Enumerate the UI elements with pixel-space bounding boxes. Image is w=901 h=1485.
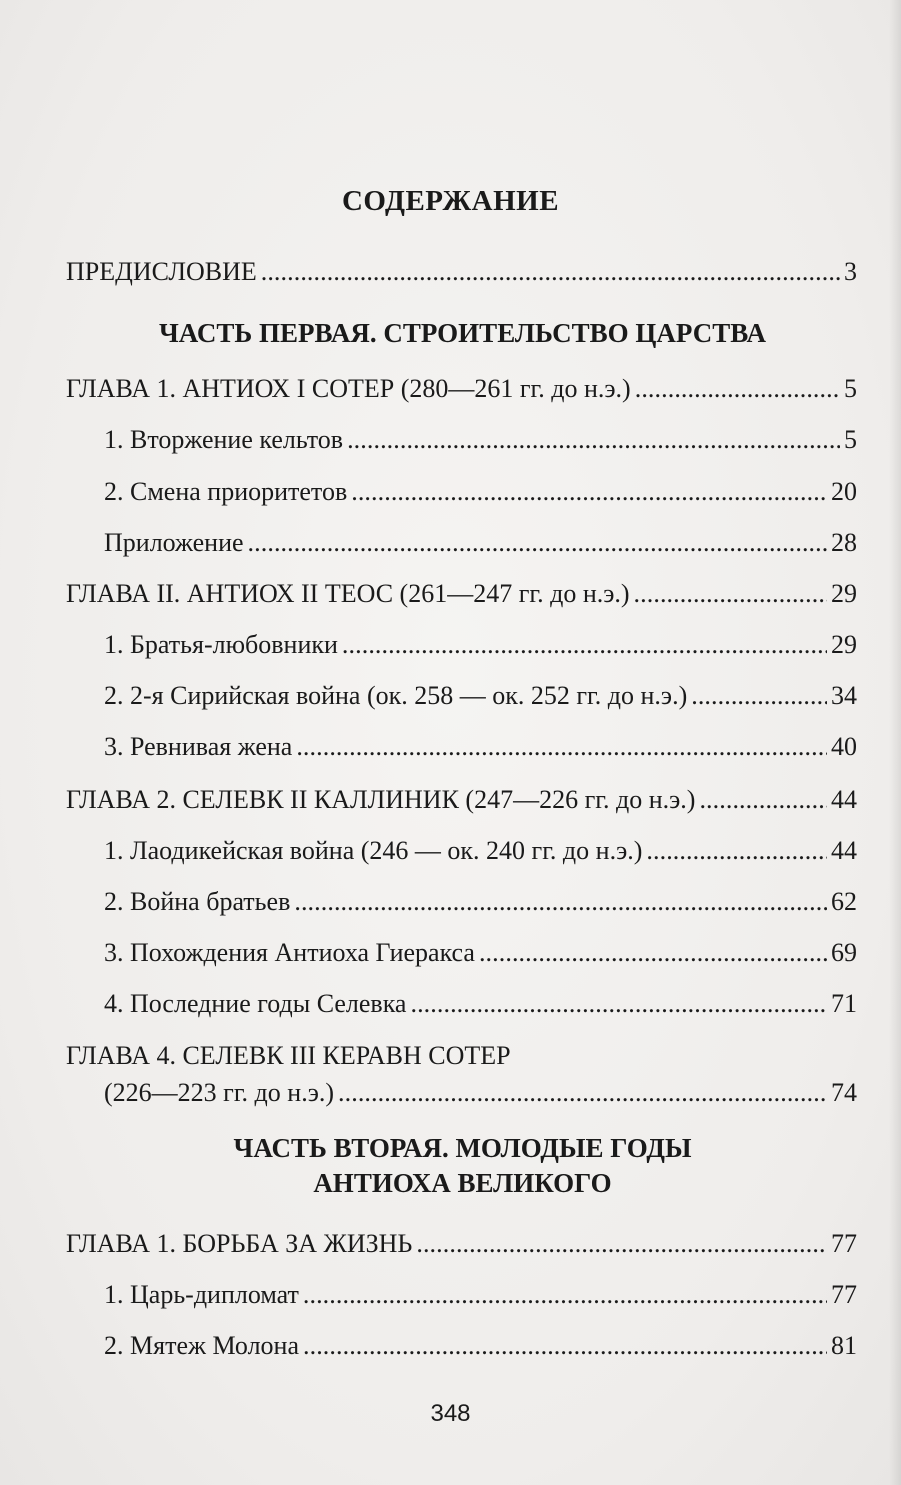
toc-section-entry bbox=[104, 1328, 857, 1364]
toc-entry-page: 5 bbox=[844, 425, 857, 454]
toc-entry-page: 74 bbox=[831, 1078, 857, 1107]
dot-leader bbox=[303, 1328, 827, 1364]
toc-entry-label: ГЛАВА 1. АНТИОХ I СОТЕР (280—261 гг. до н.э.) bbox=[66, 374, 631, 403]
toc-entry-label: 3. Похождения Антиоха Гиеракса bbox=[104, 938, 475, 967]
dot-leader bbox=[634, 576, 827, 612]
contents-title: СОДЕРЖАНИЕ bbox=[341, 185, 560, 217]
toc-entry-page: 29 bbox=[831, 579, 857, 608]
toc-section-entry bbox=[104, 833, 857, 869]
toc-section-entry bbox=[104, 678, 857, 714]
toc-entry-label: ГЛАВА II. АНТИОХ II ТЕОС (261—247 гг. до н.э.) bbox=[66, 579, 630, 608]
toc-entry-label: 1. Братья-любовники bbox=[104, 630, 338, 659]
dot-leader bbox=[646, 833, 827, 869]
toc-section-entry bbox=[104, 627, 857, 663]
toc-entry-page: 81 bbox=[831, 1331, 857, 1360]
toc-entry-page: 40 bbox=[831, 732, 857, 761]
toc-entry-page: 44 bbox=[831, 785, 857, 814]
dot-leader bbox=[479, 935, 827, 971]
toc-chapter-entry bbox=[66, 576, 857, 612]
toc-entry-label: ПРЕДИСЛОВИЕ bbox=[66, 257, 257, 286]
toc-entry-preface bbox=[66, 254, 857, 290]
toc-entry-label: 2. 2-я Сирийская война (ок. 258 — ок. 252 гг. до н.э.) bbox=[104, 681, 688, 710]
toc-entry-label: 2. Смена приоритетов bbox=[104, 477, 348, 506]
dot-leader bbox=[416, 1226, 827, 1262]
toc-section-entry bbox=[104, 729, 857, 765]
toc-entry-page: 77 bbox=[831, 1280, 857, 1309]
toc-entry-page: 34 bbox=[831, 681, 857, 710]
toc-entry-page: 5 bbox=[844, 374, 857, 403]
dot-leader bbox=[351, 474, 827, 510]
dot-leader bbox=[303, 1277, 827, 1313]
toc-entry-label: 4. Последние годы Селевка bbox=[104, 989, 407, 1018]
toc-entry-label: ГЛАВА 1. БОРЬБА ЗА ЖИЗНЬ bbox=[66, 1229, 413, 1258]
part1-title: ЧАСТЬ ПЕРВАЯ. СТРОИТЕЛЬСТВО ЦАРСТВА bbox=[158, 318, 767, 348]
toc-section-entry bbox=[104, 935, 857, 971]
toc-entry-label: 1. Вторжение кельтов bbox=[104, 425, 344, 454]
dot-leader bbox=[294, 884, 827, 920]
part2-title-line1: ЧАСТЬ ВТОРАЯ. МОЛОДЫЕ ГОДЫ bbox=[233, 1133, 692, 1163]
dot-leader bbox=[261, 254, 840, 290]
toc-entry-page: 29 bbox=[831, 630, 857, 659]
toc-entry-label: 1. Лаодикейская война (246 — ок. 240 гг. до н.э.) bbox=[104, 836, 643, 865]
dot-leader bbox=[410, 986, 827, 1022]
toc-section-entry bbox=[104, 986, 857, 1022]
part2-title-line2: АНТИОХА ВЕЛИКОГО bbox=[313, 1168, 612, 1198]
toc-entry-page: 3 bbox=[844, 257, 857, 286]
page-spine-shadow bbox=[889, 0, 901, 1485]
dot-leader bbox=[248, 525, 827, 561]
toc-chapter-entry-continued bbox=[104, 1075, 857, 1111]
dot-leader bbox=[635, 371, 840, 407]
dot-leader bbox=[338, 1075, 827, 1111]
toc-entry-page: 62 bbox=[831, 887, 857, 916]
toc-entry-page: 69 bbox=[831, 938, 857, 967]
toc-chapter-entry bbox=[66, 782, 857, 818]
toc-entry-label: Приложение bbox=[104, 528, 244, 557]
toc-section-entry bbox=[104, 422, 857, 458]
toc-entry-page: 77 bbox=[831, 1229, 857, 1258]
toc-chapter-label-line1: ГЛАВА 4. СЕЛЕВК III КЕРАВН СОТЕР bbox=[66, 1041, 511, 1070]
toc-entry-label: 2. Мятеж Молона bbox=[104, 1331, 299, 1360]
toc-entry-label: 1. Царь-дипломат bbox=[104, 1280, 299, 1309]
dot-leader bbox=[691, 678, 827, 714]
toc-entry-label: 3. Ревнивая жена bbox=[104, 732, 293, 761]
toc-entry-page: 28 bbox=[831, 528, 857, 557]
dot-leader bbox=[342, 627, 827, 663]
toc-entry-page: 71 bbox=[831, 989, 857, 1018]
dot-leader bbox=[699, 782, 827, 818]
toc-chapter-entry bbox=[66, 1226, 857, 1262]
toc-section-entry bbox=[104, 525, 857, 561]
toc-entry-label: (226—223 гг. до н.э.) bbox=[104, 1078, 335, 1107]
toc-entry-page: 20 bbox=[831, 477, 857, 506]
dot-leader bbox=[347, 422, 840, 458]
toc-section-entry bbox=[104, 474, 857, 510]
toc-chapter-entry bbox=[66, 371, 857, 407]
toc-entry-label: 2. Война братьев bbox=[104, 887, 291, 916]
toc-section-entry bbox=[104, 884, 857, 920]
toc-entry-label: ГЛАВА 2. СЕЛЕВК II КАЛЛИНИК (247—226 гг. до н.э.) bbox=[66, 785, 696, 814]
page-number: 348 bbox=[430, 1400, 471, 1427]
toc-entry-page: 44 bbox=[831, 836, 857, 865]
dot-leader bbox=[296, 729, 827, 765]
toc-section-entry bbox=[104, 1277, 857, 1313]
